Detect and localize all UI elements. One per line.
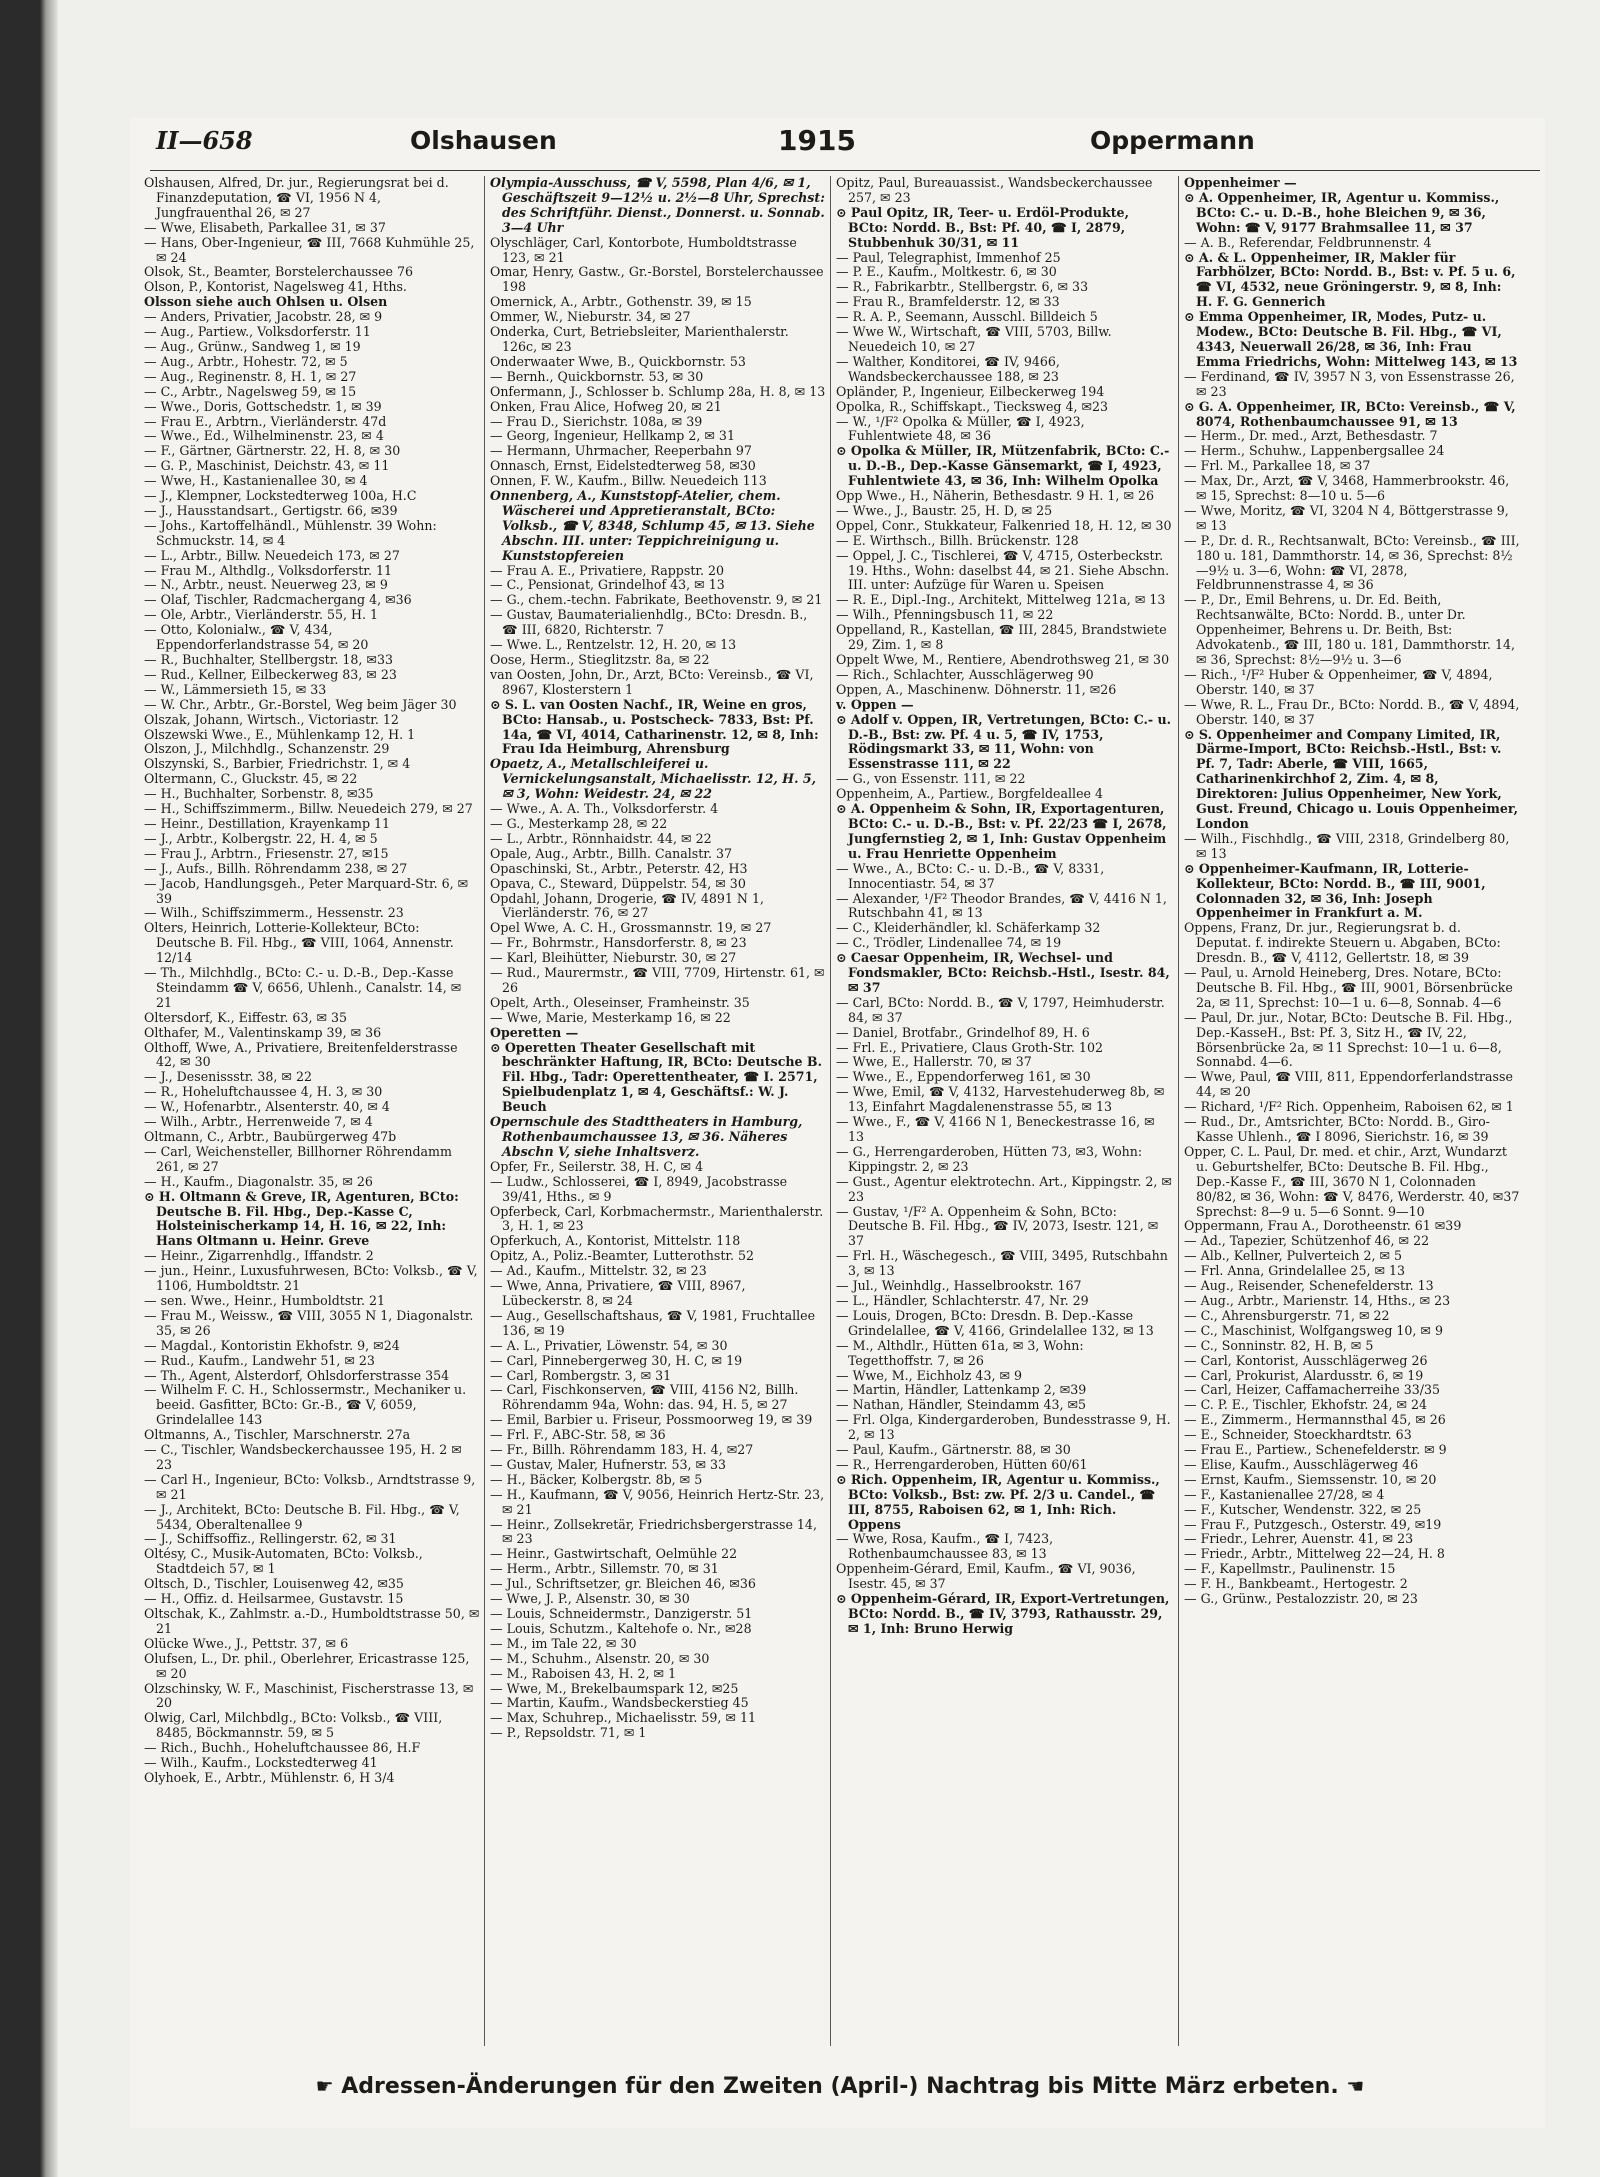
directory-entry: — Frl. F., ABC-Str. 58, ✉ 36 — [490, 1427, 666, 1443]
directory-entry: — H., Offiz. d. Heilsarmee, Gustavstr. 15 — [144, 1591, 404, 1607]
directory-entry: Onnen, F. W., Kaufm., Billw. Neuedeich 113 — [490, 473, 767, 489]
directory-entry: — Frl. Anna, Grindelallee 25, ✉ 13 — [1184, 1263, 1406, 1279]
directory-entry: — Wwe, Anna, Privatiere, ☎ VIII, 8967, Lübeckerstr. 8, ✉ 24 — [490, 1278, 746, 1308]
directory-entry: — C., Arbtr., Nagelsweg 59, ✉ 15 — [144, 383, 357, 399]
directory-entry: Oltmanns, A., Tischler, Marschnerstr. 27a — [144, 1427, 411, 1443]
directory-entry: — Gust., Agentur elektrotechn. Art., Kippingstr. 2, ✉ 23 — [836, 1173, 1172, 1204]
directory-entry: — Th., Milchhdlg., BCto: C.- u. D.-B., Dep.-Kasse Steindamm ☎ V, 6656, Uhlenh., Canalstr. 14, ✉ 21 — [144, 965, 462, 1010]
directory-entry: Ommer, W., Nieburstr. 34, ✉ 27 — [490, 309, 691, 325]
directory-entry: Oltsch, D., Tischler, Louisenweg 42, ✉35 — [144, 1576, 404, 1592]
directory-entry: ⊙ Emma Oppenheimer, IR, Modes, Putz- u. Modew., BCto: Deutsche B. Fil. Hbg., ☎ VI, 4343, Neuerwall 26/28, ✉ 36, Inh: Frau Emma Friedrichs, Wohn: Mittelweg 143, ✉ 13 — [1184, 309, 1518, 369]
directory-entry: — Wwe, Paul, ☎ VIII, 811, Eppendorferlandstrasse 44, ✉ 20 — [1184, 1069, 1513, 1100]
directory-entry: — Wilh., Arbtr., Herrenweide 7, ✉ 4 — [144, 1114, 373, 1130]
directory-entry: — M., Raboisen 43, H. 2, ✉ 1 — [490, 1665, 677, 1681]
directory-entry: — G., Herrengarderoben, Hütten 73, ✉3, Wohn: Kippingstr. 2, ✉ 23 — [836, 1143, 1143, 1174]
directory-entry: — Carl, Rombergstr. 3, ✉ 31 — [490, 1367, 672, 1383]
directory-entry: ⊙ S. Oppenheimer and Company Limited, IR, Därme-Import, BCto: Reichsb.-Hstl., Bst: v. Pf. 7, Tadr: Aberle, ☎ VIII, 1665, Catharinenkirchhof 2, Zim. 4, ✉ 8, Direktoren: Julius Oppenheimer, New York, Gust. Freund, Chicago u. Louis Oppenheimer, London — [1184, 726, 1518, 831]
directory-entry: Oltersdorf, K., Eiffestr. 63, ✉ 35 — [144, 1009, 348, 1025]
directory-entry: — Gustav, Maler, Hufnerstr. 53, ✉ 33 — [490, 1456, 727, 1472]
directory-entry: — Aug., Partiew., Volksdorferstr. 11 — [144, 324, 371, 340]
directory-entry: — N., Arbtr., neust. Neuerweg 23, ✉ 9 — [144, 577, 388, 593]
directory-entry: — Wwe., F., ☎ V, 4166 N 1, Beneckestrasse 16, ✉ 13 — [836, 1114, 1155, 1144]
directory-entry: — Heinr., Zigarrenhdlg., Iffandstr. 2 — [144, 1248, 374, 1264]
directory-entry: — Jul., Schriftsetzer, gr. Bleichen 46, ✉36 — [490, 1576, 756, 1592]
directory-entry: — Carl, BCto: Nordd. B., ☎ V, 1797, Heimhuderstr. 84, ✉ 37 — [836, 994, 1165, 1025]
directory-entry: — Herm., Arbtr., Sillemstr. 70, ✉ 31 — [490, 1561, 719, 1577]
directory-entry: — A. B., Referendar, Feldbrunnenstr. 4 — [1184, 234, 1432, 250]
directory-entry: — Aug., Arbtr., Marienstr. 14, Hths., ✉ 23 — [1184, 1292, 1451, 1308]
directory-entry: — Heinr., Destillation, Krayenkamp 11 — [144, 815, 391, 831]
directory-entry: — J., Schiffsoffiz., Rellingerstr. 62, ✉ 31 — [144, 1531, 397, 1547]
directory-entry: Opferkuch, A., Kontorist, Mittelstr. 118 — [490, 1233, 741, 1249]
directory-entry: — J., Architekt, BCto: Deutsche B. Fil. Hbg., ☎ V, 5434, Oberaltenallee 9 — [144, 1501, 460, 1532]
directory-entry: — Alb., Kellner, Pulverteich 2, ✉ 5 — [1184, 1248, 1403, 1264]
directory-entry: ⊙ H. Oltmann & Greve, IR, Agenturen, BCto: Deutsche B. Fil. Hbg., Dep.-Kasse C, Holsteinischerkamp 14, H. 16, ✉ 22, Inh: Hans Oltmann u. Heinr. Greve — [144, 1188, 459, 1249]
directory-entry: — sen. Wwe., Heinr., Humboldtstr. 21 — [144, 1292, 386, 1308]
column-3 — [836, 176, 1172, 2056]
directory-entry: Onfermann, J., Schlosser b. Schlump 28a, H. 8, ✉ 13 — [490, 383, 826, 399]
directory-entry: Opitz, A., Poliz.-Beamter, Lutterothstr. 52 — [490, 1248, 755, 1264]
directory-entry: — Gustav, Baumaterialienhdlg., BCto: Dresdn. B., ☎ III, 6820, Richterstr. 7 — [490, 607, 808, 638]
directory-entry: — C., Kleiderhändler, kl. Schäferkamp 32 — [836, 920, 1101, 936]
directory-entry: Olszak, Johann, Wirtsch., Victoriastr. 12 — [144, 711, 399, 727]
directory-entry: — Oppel, J. C., Tischlerei, ☎ V, 4715, Osterbeckstr. 19. Hths., Wohn: daselbst 44, ✉ 21. Siehe Abschn. III. unter: Aufzüge für Waren u. Speisen — [836, 547, 1170, 593]
directory-entry: — Walther, Konditorei, ☎ IV, 9466, Wandsbeckerchaussee 188, ✉ 23 — [836, 353, 1060, 384]
left-catchword: Olshausen — [410, 126, 557, 155]
directory-entry: — Wwe., E., Eppendorferweg 161, ✉ 30 — [836, 1069, 1091, 1085]
directory-entry: — F., Kastanienallee 27/28, ✉ 4 — [1184, 1486, 1385, 1502]
directory-entry: — Frau F., Putzgesch., Osterstr. 49, ✉19 — [1184, 1516, 1442, 1532]
directory-entry: — Wwe, M., Brekelbaumspark 12, ✉25 — [490, 1680, 739, 1696]
directory-entry: — Carl, Weichensteller, Billhorner Röhrendamm 261, ✉ 27 — [144, 1143, 452, 1174]
directory-entry: — R. A. P., Seemann, Ausschl. Billdeich 5 — [836, 309, 1098, 325]
directory-entry: — Wwe, Elisabeth, Parkallee 31, ✉ 37 — [144, 219, 386, 235]
directory-entry: v. Oppen — — [836, 696, 914, 712]
directory-entry: — W. Chr., Arbtr., Gr.-Borstel, Weg beim Jäger 30 — [144, 696, 457, 712]
directory-page — [130, 118, 1545, 2128]
directory-entry: — Ole, Arbtr., Vierländerstr. 55, H. 1 — [144, 607, 379, 623]
directory-entry: Oppenheim-Gérard, Emil, Kaufm., ☎ VI, 9036, Isestr. 45, ✉ 37 — [836, 1561, 1136, 1592]
directory-entry: Onderka, Curt, Betriebsleiter, Marienthalerstr. 126c, ✉ 23 — [490, 324, 789, 354]
directory-entry: — Aug., Gesellschaftshaus, ☎ V, 1981, Fruchtallee 136, ✉ 19 — [490, 1307, 816, 1338]
directory-entry: — Wwe., Ed., Wilhelminenstr. 23, ✉ 4 — [144, 428, 384, 444]
directory-entry: — L., Händler, Schlachterstr. 47, Nr. 29 — [836, 1292, 1089, 1308]
column-divider — [484, 176, 485, 2046]
directory-entry: — Frl. Olga, Kindergarderoben, Bundesstrasse 9, H. 2, ✉ 13 — [836, 1412, 1171, 1443]
directory-entry: Olücke Wwe., J., Pettstr. 37, ✉ 6 — [144, 1635, 349, 1651]
directory-entry: — Th., Agent, Alsterdorf, Ohlsdorferstrasse 354 — [144, 1367, 450, 1383]
directory-entry: — Herm., Schuhw., Lappenbergsallee 24 — [1184, 443, 1445, 459]
directory-entry: — Otto, Kolonialw., ☎ V, 434, Eppendorferlandstrasse 54, ✉ 20 — [144, 622, 369, 653]
footer-text: Adressen-Änderungen für den Zweiten (April-) Nachtrag bis Mitte März erbeten. — [341, 2074, 1339, 2099]
directory-entry: — C., Maschinist, Wolfgangsweg 10, ✉ 9 — [1184, 1322, 1443, 1338]
directory-entry: — Wwe, Rosa, Kaufm., ☎ I, 7423, Rothenbaumchaussee 83, ✉ 13 — [836, 1531, 1054, 1562]
directory-entry: — H., Schiffszimmerm., Billw. Neuedeich 279, ✉ 27 — [144, 801, 473, 817]
directory-entry: — Wwe., Doris, Gottschedstr. 1, ✉ 39 — [144, 398, 382, 414]
directory-entry: — Johs., Kartoffelhändl., Mühlenstr. 39 Wohn: Schmuckstr. 14, ✉ 4 — [144, 517, 437, 548]
pointing-hand-left-icon: ☛ — [315, 2074, 334, 2098]
directory-entry: — Wwe, M., Eichholz 43, ✉ 9 — [836, 1367, 1023, 1383]
directory-entry: — R. E., Dipl.-Ing., Architekt, Mittelweg 121a, ✉ 13 — [836, 592, 1166, 608]
directory-columns — [130, 176, 1545, 2056]
directory-entry: Operetten — — [490, 1024, 579, 1040]
footer-notice — [190, 2074, 1490, 2114]
directory-entry: — G., Grünw., Pestalozzistr. 20, ✉ 23 — [1184, 1591, 1418, 1607]
directory-entry: Opernschule des Stadttheaters in Hamburg, Rothenbaumchaussee 13, ✉ 36. Näheres Abschn V, siehe Inhaltsverz. — [490, 1114, 803, 1159]
directory-entry: — Aug., Arbtr., Hohestr. 72, ✉ 5 — [144, 353, 348, 369]
directory-entry: — H., Kaufm., Diagonalstr. 35, ✉ 26 — [144, 1173, 373, 1189]
directory-entry: ⊙ A. & L. Oppenheimer, IR, Makler für Farbhölzer, BCto: Nordd. B., Bst: v. Pf. 5 u. 6, ☎ VI, 4532, neue Gröningerstr. 9, ✉ 8, Inh: H. F. G. Gennerich — [1184, 249, 1516, 310]
directory-entry: — Frl. M., Parkallee 18, ✉ 37 — [1184, 458, 1371, 474]
directory-entry: — C., Sonninstr. 82, H. B, ✉ 5 — [1184, 1337, 1374, 1353]
directory-entry: — W., ¹/F² Opolka & Müller, ☎ I, 4923, Fuhlentwiete 48, ✉ 36 — [836, 413, 1085, 444]
directory-entry: — Bernh., Quickbornstr. 53, ✉ 30 — [490, 368, 704, 384]
directory-entry: ⊙ S. L. van Oosten Nachf., IR, Weine en gros, BCto: Hansab., u. Postscheck- 7833, Bst: Pf. 14a, ☎ VI, 4014, Catharinenstr. 12, ✉ 8, Inh: Frau Ida Heimburg, Ahrensburg — [490, 696, 819, 757]
directory-entry: — Gustav, ¹/F² A. Oppenheim & Sohn, BCto: Deutsche B. Fil. Hbg., ☎ IV, 2073, Isestr. 121, ✉ 37 — [836, 1203, 1159, 1249]
header-rule — [150, 170, 1540, 171]
directory-entry: — Elise, Kaufm., Ausschlägerweg 46 — [1184, 1456, 1419, 1472]
directory-entry: — H., Buchhalter, Sorbenstr. 8, ✉35 — [144, 786, 374, 802]
directory-entry: — G. P., Maschinist, Deichstr. 43, ✉ 11 — [144, 458, 390, 474]
directory-entry: Onnasch, Ernst, Eidelstedterweg 58, ✉30 — [490, 458, 756, 474]
directory-entry: — Wwe, Moritz, ☎ VI, 3204 N 4, Böttgerstrasse 9, ✉ 13 — [1184, 502, 1509, 533]
directory-entry: — F., Gärtner, Gärtnerstr. 22, H. 8, ✉ 30 — [144, 443, 401, 459]
directory-entry: Opaetz, A., Metallschleiferei u. Vernickelungsanstalt, Michaelisstr. 12, H. 5, ✉ 3, Wohn: Weidestr. 24, ✉ 22 — [490, 756, 817, 802]
directory-entry: — W., Lämmersieth 15, ✉ 33 — [144, 681, 327, 697]
directory-entry: — H., Bäcker, Kolbergstr. 8b, ✉ 5 — [490, 1471, 703, 1487]
directory-entry: — Frau E., Arbtrn., Vierländerstr. 47d — [144, 413, 387, 429]
directory-entry: — Nathan, Händler, Steindamm 43, ✉5 — [836, 1397, 1087, 1413]
directory-entry: — Georg, Ingenieur, Hellkamp 2, ✉ 31 — [490, 428, 735, 444]
directory-entry: Olzschinsky, W. F., Maschinist, Fischerstrasse 13, ✉ 20 — [144, 1680, 474, 1711]
column-2 — [490, 176, 826, 2056]
directory-entry: — R., Fabrikarbtr., Stellbergstr. 6, ✉ 33 — [836, 279, 1089, 295]
directory-entry: — E., Zimmerm., Hermannsthal 45, ✉ 26 — [1184, 1412, 1446, 1428]
directory-entry: Oppelt Wwe, M., Rentiere, Abendrothsweg 21, ✉ 30 — [836, 652, 1170, 667]
directory-entry: — Rud., Maurermstr., ☎ VIII, 7709, Hirtenstr. 61, ✉ 26 — [490, 965, 825, 995]
directory-entry: — Paul, Dr. jur., Notar, BCto: Deutsche B. Fil. Hbg., Dep.-KasseH., Bst: Pf. 3, Sitz H., ☎ IV, 22, Börsenbrücke 2a, ✉ 11 Sprechst: 10—1 u. 6—8, Sonnabd. 4—6. — [1184, 1009, 1513, 1070]
directory-entry: — Wwe, H., Kastanienallee 30, ✉ 4 — [144, 473, 368, 489]
directory-entry: — E., Schneider, Stoeckhardtstr. 63 — [1184, 1427, 1412, 1443]
directory-entry: Olters, Heinrich, Lotterie-Kollekteur, BCto: Deutsche B. Fil. Hbg., ☎ VIII, 1064, Annenstr. 12/14 — [144, 920, 454, 966]
directory-entry: — Rich., Buchh., Hoheluftchaussee 86, H.F — [144, 1740, 421, 1756]
directory-entry: — Fr., Bohrmstr., Hansdorferstr. 8, ✉ 23 — [490, 935, 747, 951]
directory-entry: — P., Dr. d. R., Rechtsanwalt, BCto: Vereinsb., ☎ III, 180 u. 181, Dammthorstr. 14, ✉ 36, Sprechst: 8½—9½ u. 3—6, Wohn: ☎ VI, 2878, Feldbrunnenstrasse 4, ✉ 36 — [1184, 532, 1520, 593]
directory-entry: — R., Hoheluftchaussee 4, H. 3, ✉ 30 — [144, 1084, 383, 1100]
directory-entry: Omar, Henry, Gastw., Gr.-Borstel, Borstelerchaussee 198 — [490, 264, 824, 295]
directory-entry: — Aug., Reginenstr. 8, H. 1, ✉ 27 — [144, 368, 357, 384]
year: 1915 — [778, 124, 856, 157]
directory-entry: — Karl, Bleihütter, Nieburstr. 30, ✉ 27 — [490, 950, 737, 966]
directory-entry: Olwig, Carl, Milchbdlg., BCto: Volksb., ☎ VIII, 8485, Böckmannstr. 59, ✉ 5 — [144, 1710, 443, 1741]
directory-entry: — Frau M., Weissw., ☎ VIII, 3055 N 1, Diagonalstr. 35, ✉ 26 — [144, 1307, 474, 1338]
directory-entry: — J., Desenissstr. 38, ✉ 22 — [144, 1069, 312, 1085]
directory-entry: Opländer, P., Ingenieur, Eilbeckerweg 194 — [836, 383, 1105, 399]
directory-entry: — Heinr., Zollsekretär, Friedrichsbergerstrasse 14, ✉ 23 — [490, 1516, 817, 1547]
directory-entry: — Martin, Kaufm., Wandsbeckerstieg 45 — [490, 1695, 749, 1711]
directory-entry: Opfer, Fr., Seilerstr. 38, H. C, ✉ 4 — [490, 1158, 704, 1174]
directory-entry: — Fr., Billh. Röhrendamm 183, H. 4, ✉27 — [490, 1442, 754, 1458]
directory-entry: Opper, C. L. Paul, Dr. med. et chir., Arzt, Wundarzt u. Geburtshelfer, BCto: Deutsche B. Fil. Hbg., Dep.-Kasse F., ☎ III, 3670 N 1, Colonnaden 80/82, ✉ 36, Wohn: ☎ V, 8476, Werderstr. 40, ✉37 Sprechst: 8—9 u. 5—6 Sonnt. 9—10 — [1184, 1143, 1520, 1219]
directory-entry: — Magdal., Kontoristin Ekhofstr. 9, ✉24 — [144, 1337, 400, 1353]
right-catchword: Oppermann — [1090, 126, 1255, 155]
directory-entry: Opferbeck, Carl, Korbmachermstr., Marienthalerstr. 3, H. 1, ✉ 23 — [490, 1203, 824, 1234]
directory-entry: — Friedr., Arbtr., Mittelweg 22—24, H. 8 — [1184, 1546, 1445, 1562]
directory-entry: — J., Arbtr., Kolbergstr. 22, H. 4, ✉ 5 — [144, 830, 378, 846]
directory-entry: — Aug., Reisender, Schenefelderstr. 13 — [1184, 1278, 1434, 1294]
directory-entry: — Hans, Ober-Ingenieur, ☎ III, 7668 Kuhmühle 25, ✉ 24 — [144, 234, 475, 265]
directory-entry: — Louis, Schneidermstr., Danzigerstr. 51 — [490, 1606, 753, 1621]
directory-entry: Oltésy, C., Musik-Automaten, BCto: Volksb., Stadtdeich 57, ✉ 1 — [144, 1546, 423, 1577]
directory-entry: — Carl, Pinnebergerweg 30, H. C, ✉ 19 — [490, 1352, 743, 1368]
directory-entry: ⊙ Paul Opitz, IR, Teer- u. Erdöl-Produkte, BCto: Nordd. B., Bst: Pf. 40, ☎ I, 2879, Stubbenhuk 30/31, ✉ 11 — [836, 204, 1129, 250]
directory-entry: — F., Kapellmstr., Paulinenstr. 15 — [1184, 1561, 1396, 1577]
directory-entry: — Wwe, J. P., Alsenstr. 30, ✉ 30 — [490, 1591, 690, 1607]
directory-entry: — Carl H., Ingenieur, BCto: Volksb., Arndtstrasse 9, ✉ 21 — [144, 1471, 476, 1502]
directory-entry: — Wilh., Schiffszimmerm., Hessenstr. 23 — [144, 905, 404, 921]
directory-entry: — Rud., Kaufm., Landwehr 51, ✉ 23 — [144, 1352, 375, 1368]
directory-entry: — Rich., ¹/F² Huber & Oppenheimer, ☎ V, 4894, Oberstr. 140, ✉ 37 — [1184, 666, 1493, 697]
directory-entry: — Jul., Weinhdlg., Hasselbrookstr. 167 — [836, 1278, 1082, 1294]
directory-entry: — Olaf, Tischler, Radcmachergang 4, ✉36 — [144, 592, 412, 608]
directory-entry: — C., Pensionat, Grindelhof 43, ✉ 13 — [490, 577, 725, 593]
directory-entry: — C., Tischler, Wandsbeckerchaussee 195, H. 2 ✉ 23 — [144, 1442, 462, 1472]
directory-entry: — Carl, Heizer, Caffamacherreihe 33/35 — [1184, 1382, 1441, 1398]
directory-entry: — F. H., Bankbeamt., Hertogestr. 2 — [1184, 1576, 1408, 1592]
directory-entry: — W., Hofenarbtr., Alsenterstr. 40, ✉ 4 — [144, 1099, 390, 1115]
directory-entry: — Wilh., Kaufm., Lockstedterweg 41 — [144, 1755, 378, 1771]
directory-entry: — P., Repsoldstr. 71, ✉ 1 — [490, 1725, 647, 1741]
directory-entry: Olthafer, M., Valentinskamp 39, ✉ 36 — [144, 1024, 382, 1040]
directory-entry: Olshausen, Alfred, Dr. jur., Regierungsrat bei d. Finanzdeputation, ☎ VI, 1956 N 4, Jungfrauenthal 26, ✉ 27 — [144, 176, 449, 220]
directory-entry: — Wwe., A. A. Th., Volksdorferstr. 4 — [490, 801, 719, 817]
directory-entry: — Rich., Schlachter, Ausschlägerweg 90 — [836, 666, 1094, 682]
pointing-hand-right-icon: ☚ — [1346, 2074, 1365, 2098]
directory-entry: — Daniel, Brotfabr., Grindelhof 89, H. 6 — [836, 1024, 1090, 1040]
directory-entry: — Wwe, R. L., Frau Dr., BCto: Nordd. B., ☎ V, 4894, Oberstr. 140, ✉ 37 — [1184, 696, 1520, 727]
directory-entry: — Frau D., Sierichstr. 108a, ✉ 39 — [490, 413, 703, 429]
directory-entry: ⊙ Adolf v. Oppen, IR, Vertretungen, BCto: C.- u. D.-B., Bst: zw. Pf. 4 u. 5, ☎ IV, 1753, Rödingsmarkt 33, ✉ 11, Wohn: von Essenstrasse 111, ✉ 22 — [836, 711, 1172, 772]
directory-entry: — Wilh., Pfenningsbusch 11, ✉ 22 — [836, 607, 1054, 623]
directory-entry: Oppenheim, A., Partiew., Borgfeldeallee 4 — [836, 786, 1103, 802]
directory-entry: — Frau M., Althdlg., Volksdorferstr. 11 — [144, 562, 392, 578]
directory-entry: — Paul, Kaufm., Gärtnerstr. 88, ✉ 30 — [836, 1442, 1071, 1458]
directory-entry: — H., Kaufmann, ☎ V, 9056, Heinrich Hertz-Str. 23, ✉ 21 — [490, 1486, 825, 1517]
directory-entry: Olsok, St., Beamter, Borstelerchaussee 76 — [144, 264, 414, 280]
scan-binding-edge — [0, 0, 58, 2177]
directory-entry: Opdahl, Johann, Drogerie, ☎ IV, 4891 N 1, Vierländerstr. 76, ✉ 27 — [490, 890, 764, 921]
directory-entry: ⊙ A. Oppenheimer, IR, Agentur u. Kommiss., BCto: C.- u. D.-B., hohe Bleichen 9, ✉ 36, Wohn: ☎ V, 9177 Brahmsallee 11, ✉ 37 — [1184, 189, 1500, 235]
directory-entry: — P., Dr., Emil Behrens, u. Dr. Ed. Beith, Rechtsanwälte, BCto: Nordd. B., unter Dr. Oppenheimer, Behrens u. Dr. Beith, Bst: Advokatenb., ☎ III, 180 u. 181, Dammthorstr. 14, ✉ 36, Sprechst: 8½—9½ u. 3—6 — [1184, 592, 1515, 667]
directory-entry: — Paul, u. Arnold Heineberg, Dres. Notare, BCto: Deutsche B. Fil. Hbg., ☎ III, 9001, Börsenbrücke 2a, ✉ 11, Sprechst: 10—1 u. 6—8, Sonnab. 4—6 — [1184, 965, 1513, 1010]
directory-entry: Opp Wwe., H., Näherin, Bethesdastr. 9 H. 1, ✉ 26 — [836, 488, 1155, 504]
directory-entry: Olszewski Wwe., E., Mühlenkamp 12, H. 1 — [144, 726, 416, 742]
directory-entry: — Carl, Prokurist, Alardusstr. 6, ✉ 19 — [1184, 1367, 1424, 1383]
directory-entry: — Friedr., Lehrer, Auenstr. 41, ✉ 23 — [1184, 1531, 1414, 1547]
directory-entry: — M., im Tale 22, ✉ 30 — [490, 1635, 637, 1651]
directory-entry: — L., Arbtr., Billw. Neuedeich 173, ✉ 27 — [144, 547, 400, 563]
directory-entry: Opale, Aug., Arbtr., Billh. Canalstr. 37 — [490, 845, 732, 861]
directory-entry: — Ad., Kaufm., Mittelstr. 32, ✉ 23 — [490, 1263, 707, 1279]
directory-entry: — C., Ahrensburgerstr. 71, ✉ 22 — [1184, 1307, 1390, 1323]
directory-entry: — Herm., Dr. med., Arzt, Bethesdastr. 7 — [1184, 428, 1438, 444]
directory-entry: Olufsen, L., Dr. phil., Oberlehrer, Ericastrasse 125, ✉ 20 — [144, 1650, 470, 1681]
directory-entry: ⊙ A. Oppenheim & Sohn, IR, Exportagenturen, BCto: C.- u. D.-B., Bst: v. Pf. 22/23 ☎ I, 2678, Jungfernstieg 2, ✉ 1, Inh: Gustav Oppenheim u. Frau Henriette Oppenheim — [836, 801, 1167, 861]
column-4 — [1184, 176, 1520, 2056]
directory-entry: — R., Herrengarderoben, Hütten 60/61 — [836, 1456, 1088, 1472]
directory-entry: Opolka, R., Schiffskapt., Tiecksweg 4, ✉23 — [836, 398, 1109, 414]
directory-entry: — Frau J., Arbtrn., Friesenstr. 27, ✉15 — [144, 845, 389, 861]
directory-entry: Olyhoek, E., Arbtr., Mühlenstr. 6, H 3/4 — [144, 1769, 395, 1785]
directory-entry: Olyschläger, Carl, Kontorbote, Humboldtstrasse 123, ✉ 21 — [490, 234, 797, 265]
directory-entry: — Rud., Dr., Amtsrichter, BCto: Nordd. B., Giro-Kasse Uhlenh., ☎ I 8096, Sierichstr. 16, ✉ 39 — [1184, 1114, 1490, 1144]
directory-entry: — A. L., Privatier, Löwenstr. 54, ✉ 30 — [490, 1337, 728, 1353]
directory-entry: — Frl. H., Wäschegesch., ☎ VIII, 3495, Rutschbahn 3, ✉ 13 — [836, 1248, 1168, 1279]
directory-entry: Oppen, A., Maschinenw. Döhnerstr. 11, ✉26 — [836, 681, 1117, 697]
directory-entry: — P. E., Kaufm., Moltkestr. 6, ✉ 30 — [836, 264, 1057, 280]
directory-entry: Olson, P., Kontorist, Nagelsweg 41, Hths. — [144, 279, 407, 295]
directory-entry: — Wwe, Emil, ☎ V, 4132, Harvestehuderweg 8b, ✉ 13, Einfahrt Magdalenenstrasse 55, ✉ 13 — [836, 1084, 1165, 1115]
directory-entry: — C. P. E., Tischler, Ekhofstr. 24, ✉ 24 — [1184, 1397, 1428, 1413]
directory-entry: Oose, Herm., Stieglitzstr. 8a, ✉ 22 — [490, 652, 710, 667]
directory-entry: Olthoff, Wwe, A., Privatiere, Breitenfelderstrasse 42, ✉ 30 — [144, 1039, 458, 1070]
directory-entry: — F., Kutscher, Wendenstr. 322, ✉ 25 — [1184, 1501, 1422, 1517]
directory-entry: — R., Buchhalter, Stellbergstr. 18, ✉33 — [144, 652, 393, 667]
directory-entry: — Anders, Privatier, Jacobstr. 28, ✉ 9 — [144, 309, 383, 325]
directory-entry: — Jacob, Handlungsgeh., Peter Marquard-Str. 6, ✉ 39 — [144, 875, 469, 906]
directory-entry: — Wwe W., Wirtschaft, ☎ VIII, 5703, Billw. Neuedeich 10, ✉ 27 — [836, 324, 1112, 354]
directory-entry: ⊙ Rich. Oppenheim, IR, Agentur u. Kommiss., BCto: Volksb., Bst: zw. Pf. 2/3 u. Candel., ☎ III, 8755, Raboisen 62, ✉ 1, Inh: Rich. Oppens — [836, 1471, 1160, 1532]
directory-entry: Onken, Frau Alice, Hofweg 20, ✉ 21 — [490, 398, 722, 414]
directory-entry: Oltschak, K., Zahlmstr. a.-D., Humboldtstrasse 50, ✉ 21 — [144, 1606, 480, 1636]
directory-entry: Opitz, Paul, Bureauassist., Wandsbeckerchaussee 257, ✉ 23 — [836, 176, 1153, 205]
directory-entry: — Carl, Kontorist, Ausschlägerweg 26 — [1184, 1352, 1428, 1368]
directory-entry: Omernick, A., Arbtr., Gothenstr. 39, ✉ 15 — [490, 294, 752, 310]
directory-entry: — Louis, Drogen, BCto: Dresdn. B. Dep.-Kasse Grindelallee, ☎ V, 4166, Grindelallee 132, ✉ 13 — [836, 1307, 1154, 1338]
directory-entry: Olsson siehe auch Ohlsen u. Olsen — [144, 294, 388, 310]
directory-entry: — Frau A. E., Privatiere, Rappstr. 20 — [490, 562, 725, 578]
directory-entry: — Heinr., Gastwirtschaft, Oelmühle 22 — [490, 1546, 738, 1562]
directory-entry: Oltmann, C., Arbtr., Baubürgerweg 47b — [144, 1129, 397, 1144]
directory-entry: Oppel, Conr., Stukkateur, Falkenried 18, H. 12, ✉ 30 — [836, 517, 1172, 533]
directory-entry: — Wwe. L., Rentzelstr. 12, H. 20, ✉ 13 — [490, 637, 737, 653]
directory-entry: — Hermann, Uhrmacher, Reeperbahn 97 — [490, 443, 752, 459]
directory-entry: — Wwe., J., Baustr. 25, H. D, ✉ 25 — [836, 502, 1053, 518]
directory-entry: — G., von Essenstr. 111, ✉ 22 — [836, 771, 1026, 787]
directory-entry: — Ad., Tapezier, Schützenhof 46, ✉ 22 — [1184, 1233, 1430, 1249]
directory-entry: Opel Wwe, A. C. H., Grossmannstr. 19, ✉ 27 — [490, 920, 772, 936]
directory-entry: — Ferdinand, ☎ IV, 3957 N 3, von Essenstrasse 26, ✉ 23 — [1184, 368, 1515, 399]
directory-entry: Onnenberg, A., Kunststopf-Atelier, chem. Wäscherei und Appretieranstalt, BCto: Volksb., ☎ V, 8348, Schlump 45, ✉ 13. Siehe Abschn. III. unter: Teppichreinigung u. Kunststopfereien — [490, 488, 815, 563]
column-1 — [144, 176, 480, 2056]
directory-entry: — Frl. E., Privatiere, Claus Groth-Str. 102 — [836, 1039, 1103, 1055]
directory-entry: ⊙ G. A. Oppenheimer, IR, BCto: Vereinsb., ☎ V, 8074, Rothenbaumchaussee 91, ✉ 13 — [1184, 398, 1516, 429]
directory-entry: Olszynski, S., Barbier, Friedrichstr. 1, ✉ 4 — [144, 756, 411, 772]
directory-entry: — M., Althdlr., Hütten 61a, ✉ 3, Wohn: Tegetthoffstr. 7, ✉ 26 — [836, 1337, 1084, 1368]
directory-entry: — Wwe, Marie, Mesterkamp 16, ✉ 22 — [490, 1009, 731, 1025]
directory-entry: — Richard, ¹/F² Rich. Oppenheim, Raboisen 62, ✉ 1 — [1184, 1099, 1514, 1115]
directory-entry: — Wilh., Fischhdlg., ☎ VIII, 2318, Grindelberg 80, ✉ 13 — [1184, 830, 1510, 861]
directory-entry: Oppenheimer — — [1184, 176, 1297, 190]
directory-entry: Olszon, J., Milchhdlg., Schanzenstr. 29 — [144, 741, 390, 757]
directory-entry: Opelt, Arth., Oleseinser, Framheinstr. 35 — [490, 994, 750, 1010]
directory-entry: — Carl, Fischkonserven, ☎ VIII, 4156 N2, Billh. Röhrendamm 94a, Wohn: das. 94, H. 5, ✉ 27 — [490, 1382, 799, 1413]
directory-entry: — Emil, Barbier u. Friseur, Possmoorweg 19, ✉ 39 — [490, 1412, 813, 1428]
directory-entry: — Martin, Händler, Lattenkamp 2, ✉39 — [836, 1382, 1087, 1398]
directory-entry: — Wwe., A., BCto: C.- u. D.-B., ☎ V, 8331, Innocentiastr. 54, ✉ 37 — [836, 860, 1105, 891]
directory-entry: — Louis, Schutzm., Kaltehofe o. Nr., ✉28 — [490, 1620, 752, 1636]
directory-entry: van Oosten, John, Dr., Arzt, BCto: Vereinsb., ☎ VI, 8967, Klosterstern 1 — [490, 666, 814, 697]
directory-entry: Onderwaater Wwe, B., Quickbornstr. 53 — [490, 353, 746, 369]
directory-entry: — Frau R., Bramfelderstr. 12, ✉ 33 — [836, 294, 1060, 310]
directory-entry: Oppelland, R., Kastellan, ☎ III, 2845, Brandstwiete 29, Zim. 1, ✉ 8 — [836, 622, 1167, 653]
column-divider — [830, 176, 831, 2046]
directory-entry: ⊙ Opolka & Müller, IR, Mützenfabrik, BCto: C.- u. D.-B., Dep.-Kasse Gänsemarkt, ☎ I, 4923, Fuhlentwiete 43, ✉ 36, Inh: Wilhelm Opolka — [836, 443, 1170, 489]
directory-entry: — Ernst, Kaufm., Siemssenstr. 10, ✉ 20 — [1184, 1471, 1437, 1487]
directory-entry: — Rud., Kellner, Eilbeckerweg 83, ✉ 23 — [144, 666, 397, 682]
directory-entry: — Alexander, ¹/F² Theodor Brandes, ☎ V, 4416 N 1, Rutschbahn 41, ✉ 13 — [836, 890, 1167, 921]
directory-entry: — jun., Heinr., Luxusfuhrwesen, BCto: Volksb., ☎ V, 1106, Humboldtstr. 21 — [144, 1263, 478, 1294]
directory-entry: — J., Aufs., Billh. Röhrendamm 238, ✉ 27 — [144, 860, 408, 876]
directory-entry: Oppermann, Frau A., Dorotheenstr. 61 ✉39 — [1184, 1218, 1462, 1234]
directory-entry: Olympia-Ausschuss, ☎ V, 5598, Plan 4/6, ✉ 1, Geschäftszeit 9—12½ u. 2½—8 Uhr, Sprechst: des Schriftführ. Dienst., Donnerst. u. Sonnab. 3—4 Uhr — [490, 176, 825, 235]
directory-entry: Opava, C., Steward, Düppelstr. 54, ✉ 30 — [490, 875, 746, 891]
directory-entry: — Wilhelm F. C. H., Schlossermstr., Mechaniker u. beeid. Gasfitter, BCto: Gr.-B., ☎ V, 6059, Grindelallee 143 — [144, 1382, 467, 1428]
directory-entry: ⊙ Operetten Theater Gesellschaft mit beschränkter Haftung, IR, BCto: Deutsche B. Fil. Hbg., Tadr: Operettentheater, ☎ I. 2571, Spielbudenplatz 1, ✉ 4, Geschäftsf.: W. J. Beuch — [490, 1039, 822, 1115]
directory-entry: — G., chem.-techn. Fabrikate, Beethovenstr. 9, ✉ 21 — [490, 592, 823, 608]
directory-entry: — J., Hausstandsart., Gertigstr. 66, ✉39 — [144, 502, 398, 518]
directory-entry: — C., Trödler, Lindenallee 74, ✉ 19 — [836, 935, 1062, 951]
directory-entry: — E. Wirthsch., Billh. Brückenstr. 128 — [836, 532, 1079, 548]
directory-entry: — L., Arbtr., Rönnhaidstr. 44, ✉ 22 — [490, 830, 712, 846]
directory-entry: — J., Klempner, Lockstedterweg 100a, H.C — [144, 488, 417, 504]
directory-entry: Oppens, Franz, Dr. jur., Regierungsrat b. d. Deputat. f. indirekte Steuern u. Abgaben, BCto: Dresdn. B., ☎ V, 4112, Gellertstr. 18, ✉ 39 — [1184, 920, 1501, 966]
running-head — [130, 118, 1545, 162]
directory-entry: — Aug., Grünw., Sandweg 1, ✉ 19 — [144, 338, 361, 354]
directory-entry: — M., Schuhm., Alsenstr. 20, ✉ 30 — [490, 1650, 710, 1666]
directory-entry: ⊙ Oppenheimer-Kaufmann, IR, Lotterie-Kollekteur, BCto: Nordd. B., ☎ III, 9001, Colonnaden 32, ✉ 36, Inh: Joseph Oppenheimer in Frankfurt a. M. — [1184, 860, 1486, 921]
directory-entry: ⊙ Oppenheim-Gérard, IR, Export-Vertretungen, BCto: Nordd. B., ☎ IV, 3793, Rathausstr. 29, ✉ 1, Inh: Bruno Herwig — [836, 1591, 1170, 1636]
directory-entry: Oltermann, C., Gluckstr. 45, ✉ 22 — [144, 771, 358, 787]
directory-entry: — Max, Dr., Arzt, ☎ V, 3468, Hammerbrookstr. 46, ✉ 15, Sprechst: 8—10 u. 5—6 — [1184, 473, 1510, 504]
directory-entry: — Wwe, E., Hallerstr. 70, ✉ 37 — [836, 1054, 1032, 1070]
directory-entry: — Frau E., Partiew., Schenefelderstr. ✉ 9 — [1184, 1442, 1447, 1458]
directory-entry: — G., Mesterkamp 28, ✉ 22 — [490, 815, 668, 831]
page-number: II—658 — [156, 126, 253, 155]
column-divider — [1178, 176, 1179, 2046]
directory-entry: ⊙ Caesar Oppenheim, IR, Wechsel- und Fondsmakler, BCto: Reichsb.-Hstl., Isestr. 84, ✉ 37 — [836, 950, 1170, 995]
directory-entry: — Ludw., Schlosserei, ☎ I, 8949, Jacobstrasse 39/41, Hths., ✉ 9 — [490, 1173, 788, 1204]
directory-entry: Opaschinski, St., Arbtr., Peterstr. 42, H3 — [490, 860, 748, 876]
directory-entry: — Max, Schuhrep., Michaelisstr. 59, ✉ 11 — [490, 1710, 757, 1726]
directory-entry: — Paul, Telegraphist, Immenhof 25 — [836, 249, 1061, 265]
